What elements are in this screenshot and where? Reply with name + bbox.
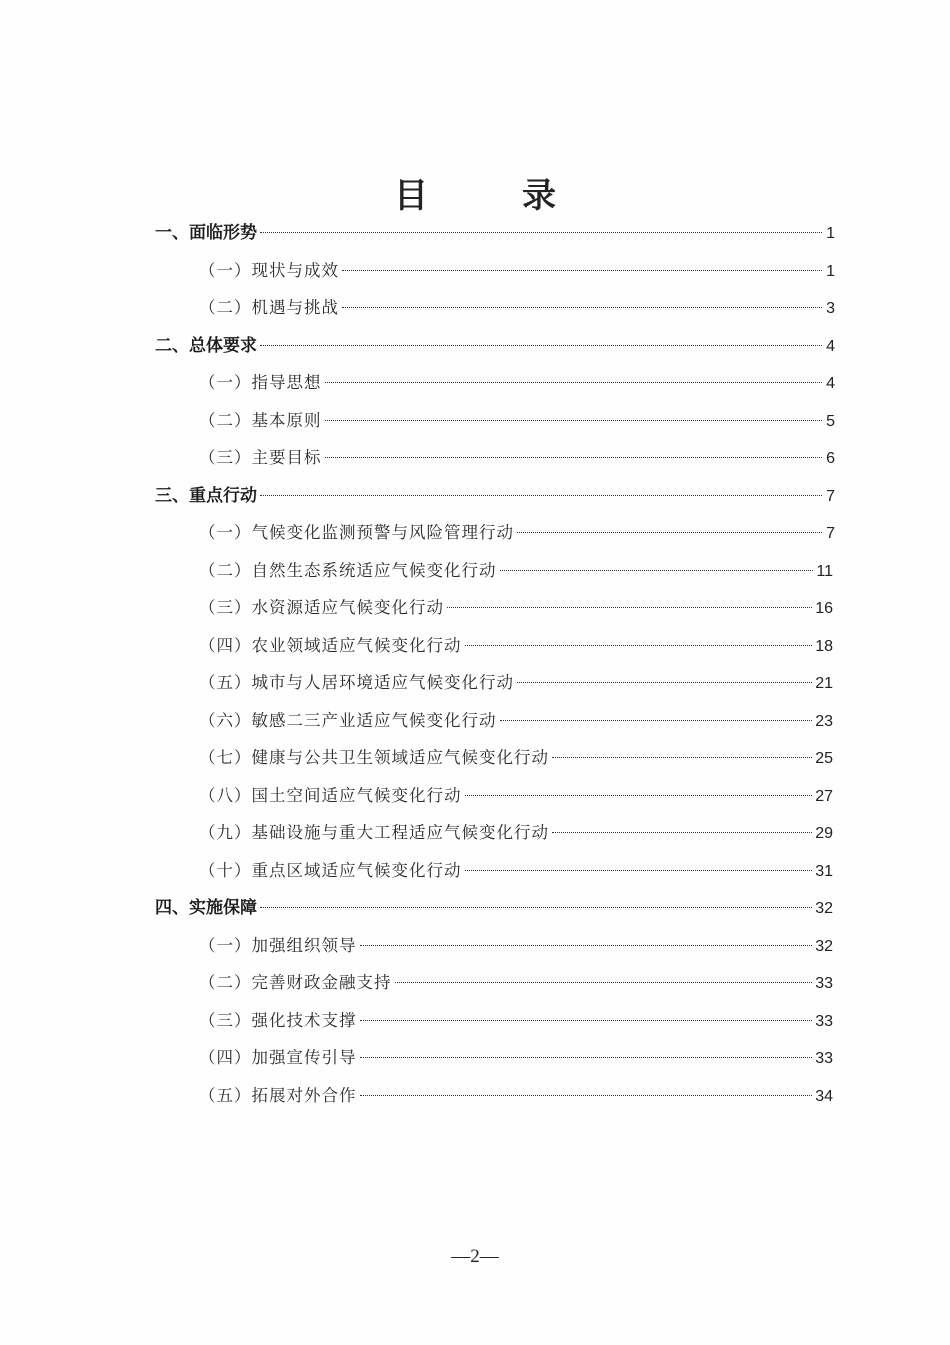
toc-entry-page-number: 33 bbox=[815, 1012, 833, 1030]
dot-leader bbox=[517, 532, 822, 533]
toc-subsection-entry[interactable] bbox=[199, 293, 835, 323]
toc-entry-label: （四）农业领域适应气候变化行动 bbox=[199, 635, 462, 655]
toc-title: 目 录 bbox=[394, 176, 586, 216]
toc-subsection-entry[interactable] bbox=[199, 518, 835, 548]
toc-entry-page-number: 6 bbox=[826, 450, 835, 467]
dot-leader bbox=[260, 232, 822, 233]
toc-entry-label: （九）基础设施与重大工程适应气候变化行动 bbox=[199, 823, 549, 842]
toc-entry-page-number: 5 bbox=[826, 412, 835, 430]
toc-entry-label: （二）完善财政金融支持 bbox=[199, 973, 392, 992]
dot-leader bbox=[552, 757, 812, 758]
toc-entry-label: 一、面临形势 bbox=[155, 223, 257, 243]
toc-entry-page-number: 27 bbox=[815, 787, 833, 805]
toc-subsection-entry[interactable] bbox=[199, 631, 833, 661]
toc-entry-page-number: 34 bbox=[815, 1087, 833, 1105]
toc-subsection-entry[interactable] bbox=[199, 1006, 833, 1036]
toc-entry-page-number: 21 bbox=[815, 675, 833, 692]
dot-leader bbox=[360, 945, 813, 946]
dot-leader bbox=[325, 382, 823, 383]
dot-leader bbox=[360, 1095, 813, 1096]
toc-entry-page-number: 23 bbox=[815, 712, 833, 730]
toc-entry-page-number: 7 bbox=[826, 525, 835, 542]
toc-subsection-entry[interactable] bbox=[199, 406, 835, 436]
toc-section-entry[interactable] bbox=[155, 893, 833, 923]
toc-subsection-entry[interactable] bbox=[199, 781, 833, 811]
dot-leader bbox=[360, 1057, 813, 1058]
toc-subsection-entry[interactable] bbox=[199, 556, 833, 586]
toc-subsection-entry[interactable] bbox=[199, 818, 833, 848]
toc-entry-page-number: 7 bbox=[826, 487, 835, 505]
toc-subsection-entry[interactable] bbox=[199, 256, 835, 286]
toc-entry-label: （一）现状与成效 bbox=[199, 260, 339, 280]
toc-entry-page-number: 32 bbox=[815, 900, 833, 917]
toc-section-entry[interactable] bbox=[155, 331, 835, 361]
toc-entry-page-number: 32 bbox=[815, 937, 833, 955]
toc-entry-page-number: 11 bbox=[816, 562, 833, 580]
toc-entry-page-number: 1 bbox=[826, 225, 835, 242]
dot-leader bbox=[360, 1020, 813, 1021]
toc-entry-label: （四）加强宣传引导 bbox=[199, 1048, 357, 1067]
toc-subsection-entry[interactable] bbox=[199, 668, 833, 698]
dot-leader bbox=[500, 570, 814, 571]
toc-subsection-entry[interactable] bbox=[199, 1043, 833, 1073]
toc-subsection-entry[interactable] bbox=[199, 743, 833, 773]
dot-leader bbox=[260, 907, 812, 908]
toc-entry-page-number: 33 bbox=[815, 1050, 833, 1067]
toc-entry-page-number: 4 bbox=[826, 375, 835, 392]
dot-leader bbox=[342, 307, 822, 308]
toc-entry-page-number: 31 bbox=[815, 862, 833, 880]
dot-leader bbox=[500, 720, 813, 721]
dot-leader bbox=[260, 345, 822, 346]
dot-leader bbox=[260, 495, 822, 496]
toc-section-entry[interactable] bbox=[155, 218, 835, 248]
toc-entry-label: （二）机遇与挑战 bbox=[199, 298, 339, 317]
toc-subsection-entry[interactable] bbox=[199, 368, 835, 398]
toc-entry-label: （一）气候变化监测预警与风险管理行动 bbox=[199, 523, 514, 542]
toc-subsection-entry[interactable] bbox=[199, 1081, 833, 1111]
page-number-footer: —2— bbox=[451, 1246, 499, 1267]
dot-leader bbox=[465, 795, 813, 796]
toc-entry-page-number: 3 bbox=[826, 300, 835, 317]
toc-entry-page-number: 4 bbox=[826, 337, 835, 355]
toc-entry-label: （三）强化技术支撑 bbox=[199, 1010, 357, 1030]
toc-entry-label: （七）健康与公共卫生领域适应气候变化行动 bbox=[199, 748, 549, 767]
toc-entry-label: 二、总体要求 bbox=[155, 335, 257, 356]
toc-entry-label: （五）拓展对外合作 bbox=[199, 1085, 357, 1105]
toc-entry-label: （六）敏感二三产业适应气候变化行动 bbox=[199, 710, 497, 730]
dot-leader bbox=[465, 645, 813, 646]
dot-leader bbox=[517, 682, 812, 683]
toc-subsection-entry[interactable] bbox=[199, 443, 835, 473]
toc-entry-label: 三、重点行动 bbox=[155, 485, 257, 506]
toc-entry-label: （十）重点区域适应气候变化行动 bbox=[199, 860, 462, 880]
toc-entry-label: （二）基本原则 bbox=[199, 410, 322, 430]
toc-entry-label: （三）主要目标 bbox=[199, 448, 322, 467]
toc-subsection-entry[interactable] bbox=[199, 593, 833, 623]
dot-leader bbox=[325, 457, 823, 458]
toc-entry-label: （八）国土空间适应气候变化行动 bbox=[199, 785, 462, 805]
toc-subsection-entry[interactable] bbox=[199, 706, 833, 736]
toc-entry-label: （一）指导思想 bbox=[199, 373, 322, 392]
dot-leader bbox=[465, 870, 813, 871]
toc-subsection-entry[interactable] bbox=[199, 968, 833, 998]
dot-leader bbox=[552, 832, 812, 833]
dot-leader bbox=[325, 420, 823, 421]
toc-entry-label: 四、实施保障 bbox=[155, 898, 257, 918]
toc-section-entry[interactable] bbox=[155, 481, 835, 511]
dot-leader bbox=[342, 270, 822, 271]
dot-leader bbox=[395, 982, 813, 983]
toc-entry-label: （三）水资源适应气候变化行动 bbox=[199, 598, 444, 617]
toc-entry-label: （五）城市与人居环境适应气候变化行动 bbox=[199, 673, 514, 692]
toc-entry-page-number: 29 bbox=[815, 825, 833, 842]
toc-entry-page-number: 25 bbox=[815, 750, 833, 767]
toc-entry-page-number: 18 bbox=[815, 637, 833, 655]
dot-leader bbox=[447, 607, 812, 608]
toc-entry-page-number: 1 bbox=[826, 262, 835, 280]
toc-entry-label: （二）自然生态系统适应气候变化行动 bbox=[199, 560, 497, 580]
toc-entry-label: （一）加强组织领导 bbox=[199, 935, 357, 955]
toc-entry-page-number: 16 bbox=[815, 600, 833, 617]
toc-subsection-entry[interactable] bbox=[199, 856, 833, 886]
toc-entry-page-number: 33 bbox=[815, 975, 833, 992]
toc-subsection-entry[interactable] bbox=[199, 931, 833, 961]
